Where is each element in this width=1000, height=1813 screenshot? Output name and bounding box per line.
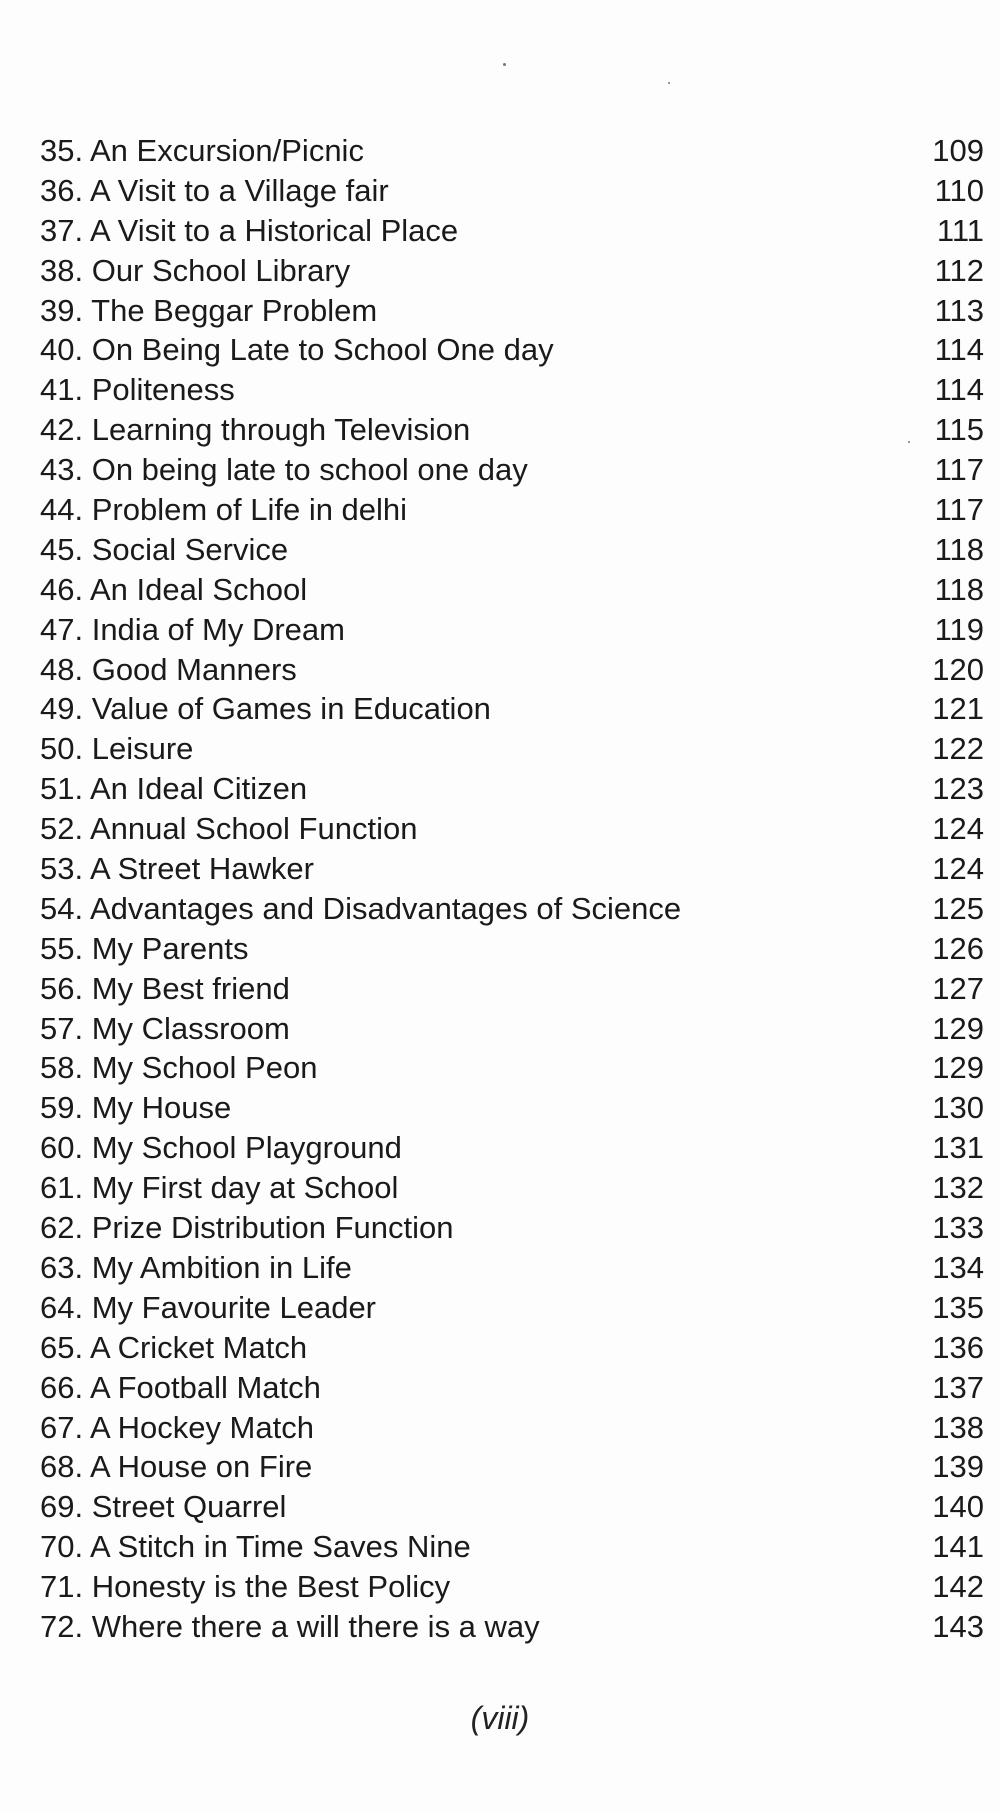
toc-entry-title: 70. A Stitch in Time Saves Nine — [40, 1529, 471, 1565]
toc-entry-title: 60. My School Playground — [40, 1130, 402, 1166]
toc-entry — [40, 1048, 984, 1088]
toc-entry-page: 127 — [932, 970, 984, 1006]
toc-entry-page: 137 — [932, 1369, 984, 1405]
toc-entry-page: 139 — [932, 1449, 984, 1485]
toc-entry-page: 133 — [932, 1210, 984, 1246]
toc-entry-title: 65. A Cricket Match — [40, 1329, 308, 1365]
toc-entry — [40, 650, 984, 690]
toc-entry-title: 35. An Excursion/Picnic — [40, 133, 364, 168]
toc-entry-page: 141 — [932, 1529, 984, 1565]
toc-entry-title: 44. Problem of Life in delhi — [40, 492, 408, 528]
toc-entry — [40, 1128, 984, 1168]
toc-entry — [40, 729, 984, 769]
toc-entry-title: 42. Learning through Television — [40, 412, 471, 448]
toc-entry — [40, 1527, 984, 1567]
toc-entry-title: 53. A Street Hawker — [40, 851, 314, 887]
toc-entry — [40, 889, 984, 929]
toc-entry — [40, 1248, 984, 1288]
toc-entry-page: 118 — [934, 571, 984, 607]
toc-entry — [40, 769, 984, 809]
page-number: (viii) — [470, 1700, 530, 1736]
toc-entry — [40, 171, 984, 211]
toc-entry-page: 136 — [932, 1329, 984, 1365]
toc-entry-page: 142 — [932, 1569, 984, 1605]
toc-entry — [40, 1328, 984, 1368]
toc-entry — [40, 410, 984, 450]
toc-entry-page: 114 — [934, 332, 984, 368]
toc-entry-title: 46. An Ideal School — [40, 571, 308, 607]
toc-entry-page: 129 — [932, 1010, 984, 1046]
toc-entry — [40, 1408, 984, 1448]
toc-entry — [40, 610, 984, 650]
toc-entry-title: 61. My First day at School — [40, 1170, 399, 1206]
toc-entry-title: 47. India of My Dream — [40, 611, 345, 647]
toc-entry — [40, 570, 984, 610]
toc-entry-page: 129 — [932, 1050, 984, 1086]
toc-entry — [40, 1009, 984, 1049]
toc-entry-page: 109 — [932, 133, 984, 168]
toc-entry — [40, 251, 984, 291]
print-speck — [668, 82, 670, 84]
toc-entry-title: 45. Social Service — [40, 531, 289, 567]
toc-entry-page: 122 — [932, 731, 984, 767]
toc-entry-page: 120 — [932, 651, 984, 687]
toc-entry — [40, 969, 984, 1009]
toc-entry — [40, 291, 984, 331]
toc-entry-title: 71. Honesty is the Best Policy — [40, 1569, 451, 1605]
toc-entry — [40, 211, 984, 251]
toc-entry-page: 126 — [932, 930, 984, 966]
toc-entry-page: 132 — [932, 1170, 984, 1206]
toc-entry — [40, 1447, 984, 1487]
toc-entry — [40, 530, 984, 570]
toc-entry — [40, 1487, 984, 1527]
toc-entry — [40, 370, 984, 410]
toc-entry-title: 56. My Best friend — [40, 970, 290, 1006]
toc-entry — [40, 929, 984, 969]
toc-entry-title: 59. My House — [40, 1090, 232, 1126]
toc-entry-page: 138 — [932, 1409, 984, 1445]
toc-entry — [40, 1168, 984, 1208]
toc-entry-title: 52. Annual School Function — [40, 811, 418, 847]
toc-entry-page: 112 — [934, 252, 984, 288]
toc-entry-title: 66. A Football Match — [40, 1369, 321, 1405]
toc-entry-page: 140 — [932, 1489, 984, 1525]
table-of-contents — [40, 131, 984, 1647]
toc-entry-page: 143 — [932, 1608, 984, 1644]
toc-entry-title: 67. A Hockey Match — [40, 1409, 314, 1445]
toc-entry-title: 58. My School Peon — [40, 1050, 318, 1086]
toc-entry-title: 39. The Beggar Problem — [40, 292, 378, 328]
toc-entry — [40, 330, 984, 370]
toc-entry-page: 110 — [934, 172, 984, 208]
toc-entry-title: 37. A Visit to a Historical Place — [40, 212, 459, 248]
toc-entry-page: 115 — [934, 412, 984, 448]
toc-entry-title: 64. My Favourite Leader — [40, 1289, 377, 1325]
toc-entry — [40, 450, 984, 490]
toc-entry-title: 49. Value of Games in Education — [40, 691, 491, 727]
toc-entry-page: 111 — [936, 212, 984, 248]
toc-entry-page: 125 — [932, 890, 984, 926]
toc-entry — [40, 1607, 984, 1647]
toc-entry-title: 40. On Being Late to School One day — [40, 332, 554, 368]
toc-entry-title: 38. Our School Library — [40, 252, 351, 288]
toc-entry-page: 124 — [932, 851, 984, 887]
toc-entry — [40, 1368, 984, 1408]
toc-entry-title: 43. On being late to school one day — [40, 452, 528, 488]
toc-entry-title: 54. Advantages and Disadvantages of Science — [40, 890, 682, 926]
toc-entry-title: 62. Prize Distribution Function — [40, 1210, 454, 1246]
toc-entry-title: 57. My Classroom — [40, 1010, 290, 1046]
toc-entry-title: 63. My Ambition in Life — [40, 1249, 352, 1285]
toc-entry — [40, 849, 984, 889]
toc-entry-title: 36. A Visit to a Village fair — [40, 172, 389, 208]
print-speck — [503, 63, 506, 66]
toc-entry-page: 113 — [934, 292, 984, 328]
toc-entry-title: 72. Where there a will there is a way — [40, 1608, 540, 1644]
toc-entry — [40, 809, 984, 849]
toc-entry-page: 135 — [932, 1289, 984, 1325]
toc-entry-page: 123 — [932, 771, 984, 807]
toc-entry-title: 69. Street Quarrel — [40, 1489, 287, 1525]
toc-entry-page: 117 — [934, 492, 984, 528]
toc-entry-page: 121 — [932, 691, 984, 727]
toc-entry-title: 51. An Ideal Citizen — [40, 771, 308, 807]
toc-entry-page: 114 — [934, 372, 984, 408]
toc-entry-title: 41. Politeness — [40, 372, 235, 408]
toc-entry-page: 131 — [932, 1130, 984, 1166]
toc-entry — [40, 1567, 984, 1607]
toc-entry — [40, 689, 984, 729]
toc-entry — [40, 1208, 984, 1248]
toc-entry — [40, 1088, 984, 1128]
toc-entry-page: 117 — [934, 452, 984, 488]
toc-entry — [40, 1288, 984, 1328]
toc-entry-page: 119 — [934, 611, 984, 647]
toc-entry-page: 130 — [932, 1090, 984, 1126]
toc-entry-title: 50. Leisure — [40, 731, 194, 767]
toc-entry — [40, 131, 984, 171]
toc-entry — [40, 490, 984, 530]
toc-entry-title: 55. My Parents — [40, 930, 249, 966]
toc-entry-page: 118 — [934, 531, 984, 567]
toc-entry-page: 134 — [932, 1249, 984, 1285]
toc-entry-page: 124 — [932, 811, 984, 847]
toc-entry-title: 48. Good Manners — [40, 651, 297, 687]
toc-entry-title: 68. A House on Fire — [40, 1449, 313, 1485]
